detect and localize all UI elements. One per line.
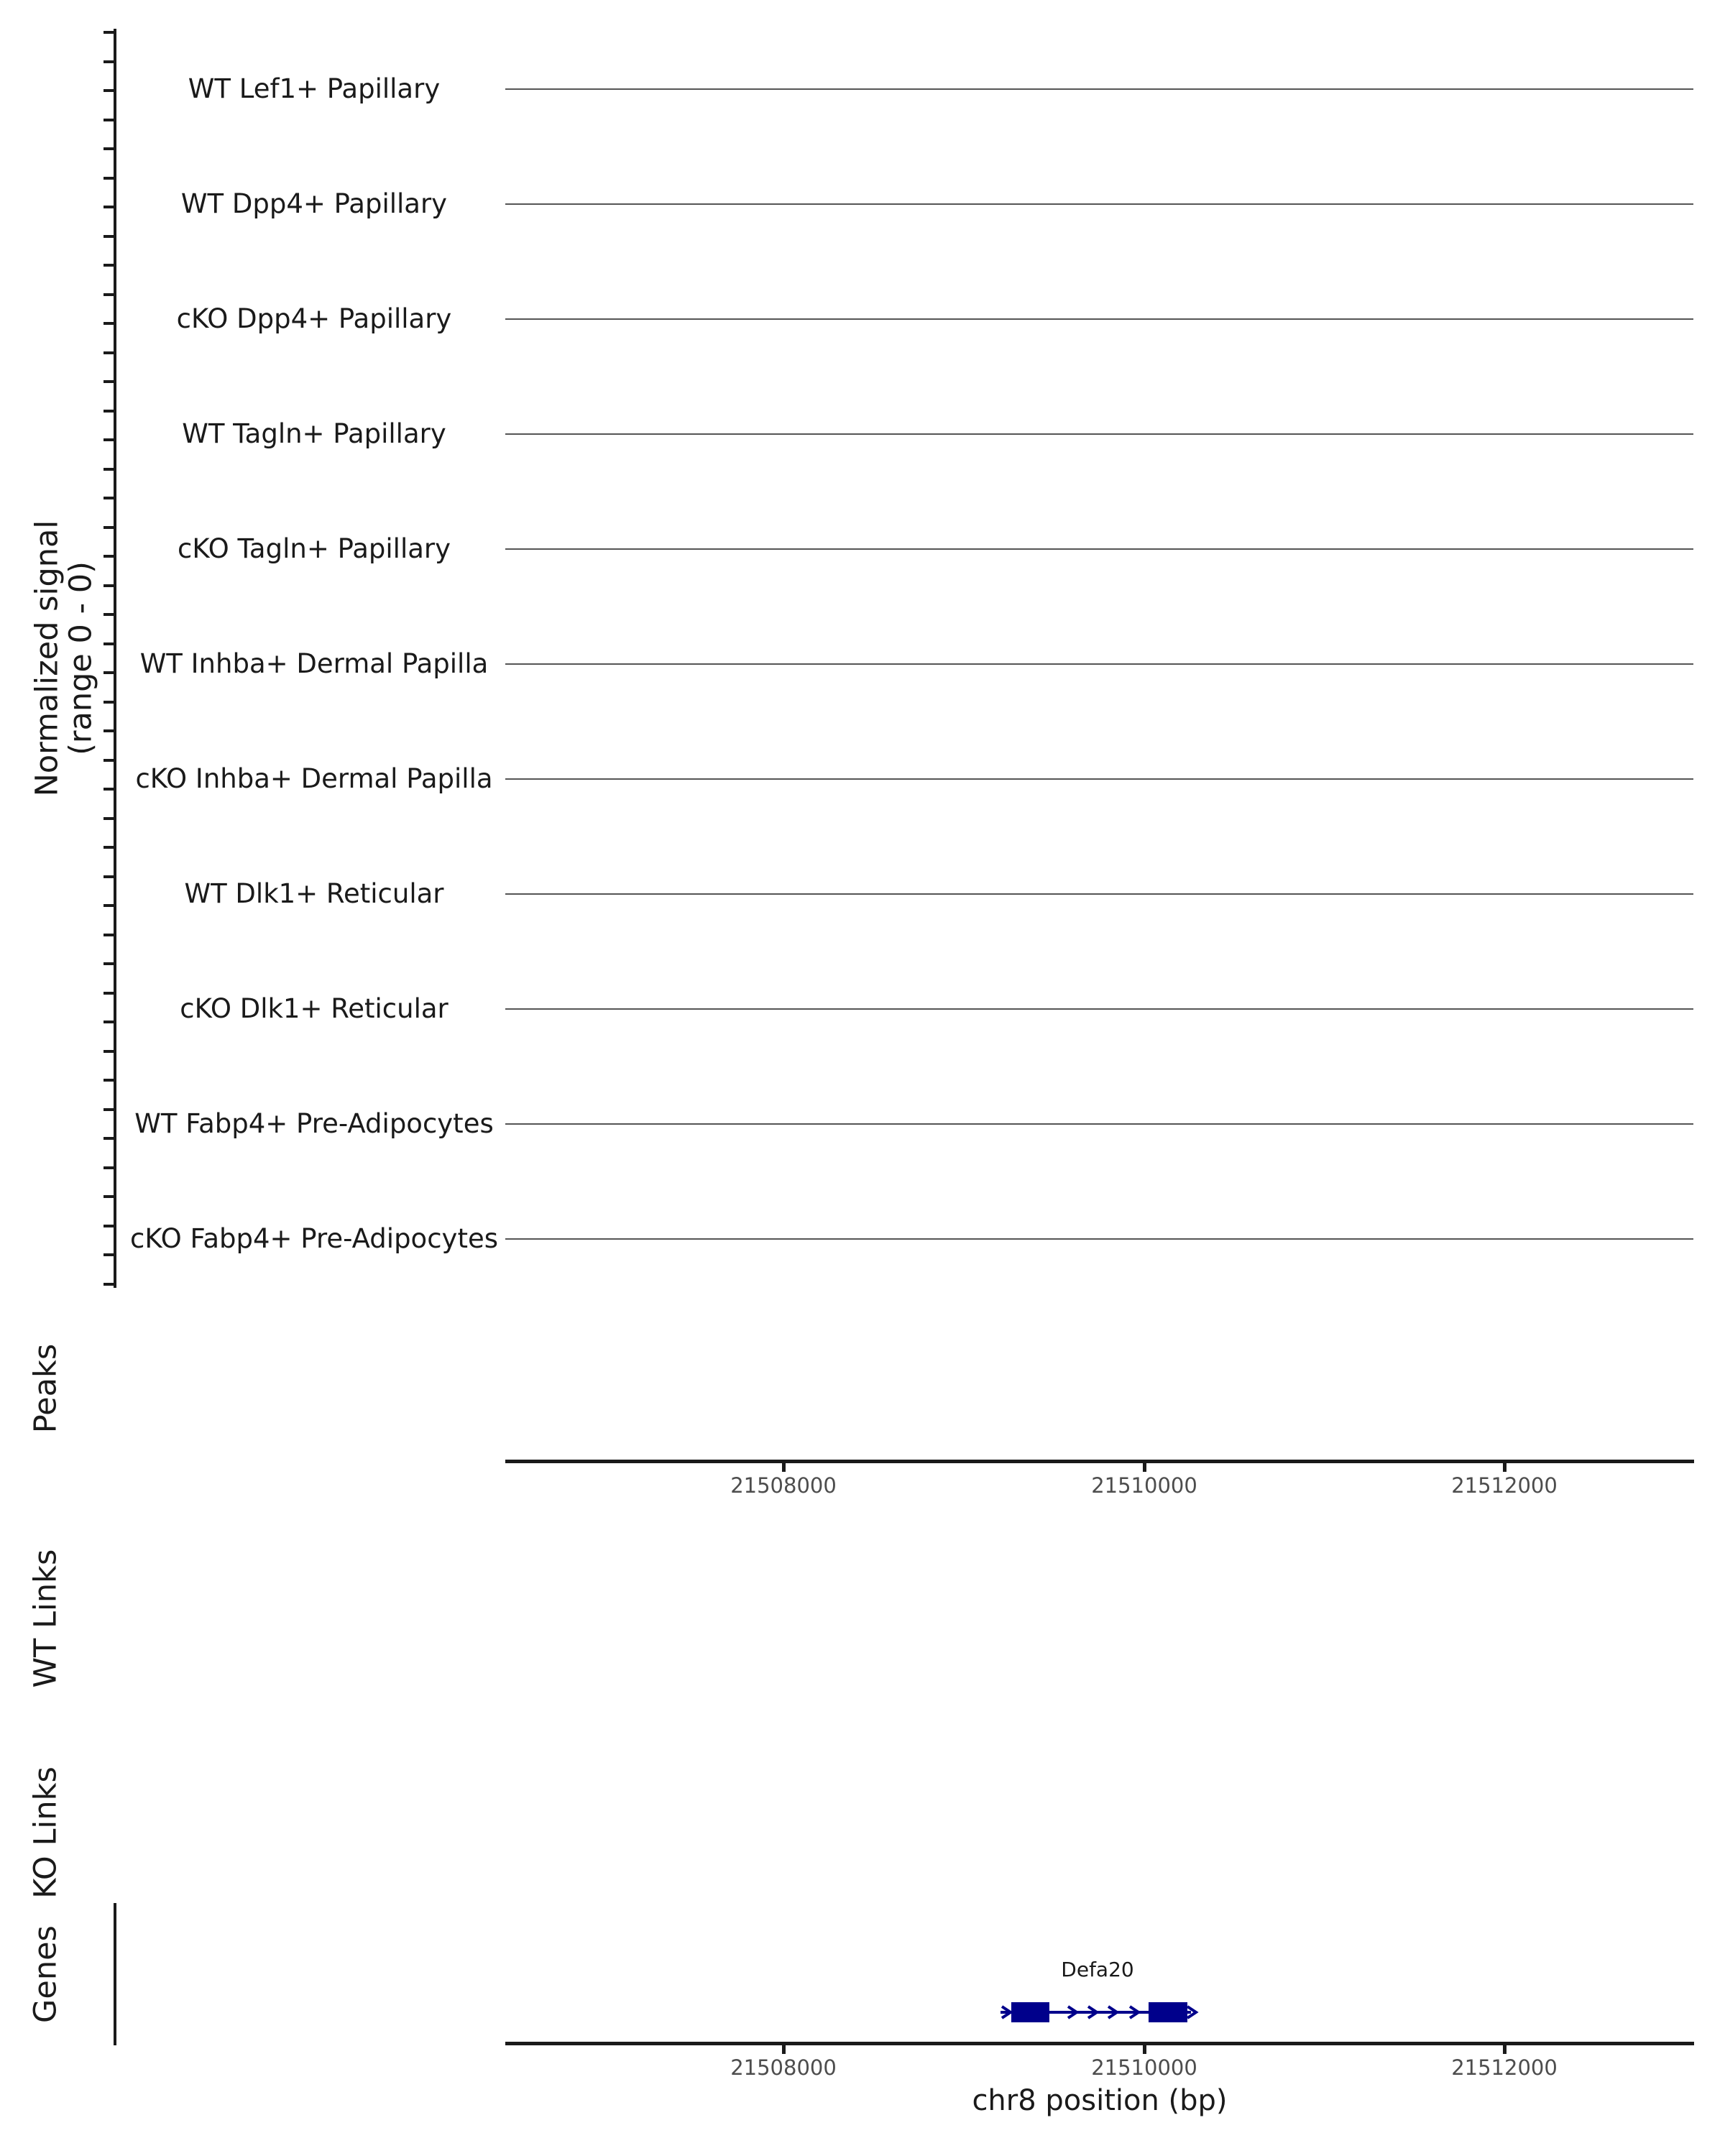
gene-label-defa20: Defa20 bbox=[1061, 1958, 1134, 1981]
gene-exon bbox=[1011, 2002, 1049, 2022]
bottom-genome-axis-line bbox=[505, 2042, 1694, 2045]
signal-axis-tick bbox=[104, 962, 114, 965]
y-axis-label-line2: (range 0 - 0) bbox=[63, 561, 99, 755]
signal-axis-tick bbox=[104, 1283, 114, 1286]
track-label: WT Lef1+ Papillary bbox=[188, 73, 441, 104]
track-signal-line bbox=[505, 778, 1693, 780]
track-signal-line bbox=[505, 433, 1693, 435]
signal-axis-tick bbox=[104, 701, 114, 704]
signal-axis-tick bbox=[104, 410, 114, 413]
signal-axis-tick bbox=[104, 1166, 114, 1169]
section-label-peaks: Peaks bbox=[27, 1343, 64, 1434]
section-label-ko-links: KO Links bbox=[27, 1766, 64, 1899]
genome-axis-tick bbox=[1143, 1463, 1146, 1472]
signal-axis-tick bbox=[104, 351, 114, 354]
signal-axis-tick bbox=[104, 147, 114, 150]
track-label: WT Tagln+ Papillary bbox=[182, 418, 446, 449]
genome-axis-tick-label: 21512000 bbox=[1451, 1473, 1558, 1498]
signal-axis-tick bbox=[104, 177, 114, 180]
genome-axis-tick-label: 21510000 bbox=[1091, 2055, 1197, 2080]
track-label: WT Dlk1+ Reticular bbox=[184, 878, 444, 909]
track-label: WT Fabp4+ Pre-Adipocytes bbox=[134, 1108, 494, 1139]
track-label: cKO Dlk1+ Reticular bbox=[180, 993, 448, 1024]
signal-axis-tick bbox=[104, 293, 114, 296]
track-label: cKO Tagln+ Papillary bbox=[177, 533, 451, 564]
genome-axis-tick-label: 21508000 bbox=[730, 1473, 837, 1498]
signal-axis-tick bbox=[104, 380, 114, 383]
signal-axis-tick bbox=[104, 613, 114, 616]
genome-axis-tick-label: 21512000 bbox=[1451, 2055, 1558, 2080]
track-signal-line bbox=[505, 663, 1693, 665]
genome-axis-tick bbox=[782, 1463, 786, 1472]
signal-axis-tick bbox=[104, 846, 114, 849]
track-signal-line bbox=[505, 203, 1693, 205]
gene-exon bbox=[1149, 2002, 1187, 2022]
section-label-wt-links: WT Links bbox=[27, 1549, 64, 1688]
signal-axis-tick bbox=[104, 1195, 114, 1198]
signal-axis-tick bbox=[104, 584, 114, 587]
signal-axis-tick bbox=[104, 264, 114, 267]
track-signal-line bbox=[505, 1238, 1693, 1240]
y-axis-label-line1: Normalized signal bbox=[29, 520, 65, 797]
signal-axis-tick bbox=[104, 235, 114, 238]
signal-axis-tick bbox=[104, 1050, 114, 1053]
genome-axis-tick-label: 21510000 bbox=[1091, 1473, 1197, 1498]
track-signal-line bbox=[505, 318, 1693, 320]
peaks-genome-axis-line bbox=[505, 1460, 1694, 1463]
section-label-genes: Genes bbox=[27, 1925, 64, 2023]
signal-axis-tick bbox=[104, 60, 114, 63]
genes-axis-line bbox=[114, 1903, 116, 2045]
signal-axis-tick bbox=[104, 31, 114, 34]
genome-axis-tick-label: 21508000 bbox=[730, 2055, 837, 2080]
x-axis-title: chr8 position (bp) bbox=[972, 2084, 1228, 2117]
track-signal-line bbox=[505, 893, 1693, 895]
track-label: WT Dpp4+ Papillary bbox=[180, 188, 448, 219]
genome-axis-tick bbox=[782, 2045, 786, 2054]
genome-axis-tick bbox=[1503, 1463, 1506, 1472]
track-signal-line bbox=[505, 1123, 1693, 1125]
signal-axis-tick bbox=[104, 934, 114, 936]
signal-axis-tick bbox=[104, 759, 114, 762]
track-signal-line bbox=[505, 1008, 1693, 1010]
track-label: cKO Fabp4+ Pre-Adipocytes bbox=[129, 1223, 498, 1254]
signal-axis-tick bbox=[104, 817, 114, 820]
signal-axis-tick bbox=[104, 497, 114, 499]
signal-axis-tick bbox=[104, 729, 114, 732]
signal-axis-tick bbox=[104, 526, 114, 529]
gene-model-defa20 bbox=[992, 1997, 1208, 2029]
track-label: WT Inhba+ Dermal Papilla bbox=[139, 648, 489, 679]
signal-axis-tick bbox=[104, 642, 114, 645]
track-signal-line bbox=[505, 548, 1693, 550]
signal-axis-tick bbox=[104, 119, 114, 121]
track-signal-line bbox=[505, 88, 1693, 90]
genome-axis-tick bbox=[1503, 2045, 1506, 2054]
signal-axis-tick bbox=[104, 468, 114, 471]
track-label: cKO Inhba+ Dermal Papilla bbox=[135, 763, 493, 794]
track-label: cKO Dpp4+ Papillary bbox=[176, 303, 452, 334]
genome-axis-tick bbox=[1143, 2045, 1146, 2054]
signal-axis-tick bbox=[104, 1079, 114, 1082]
